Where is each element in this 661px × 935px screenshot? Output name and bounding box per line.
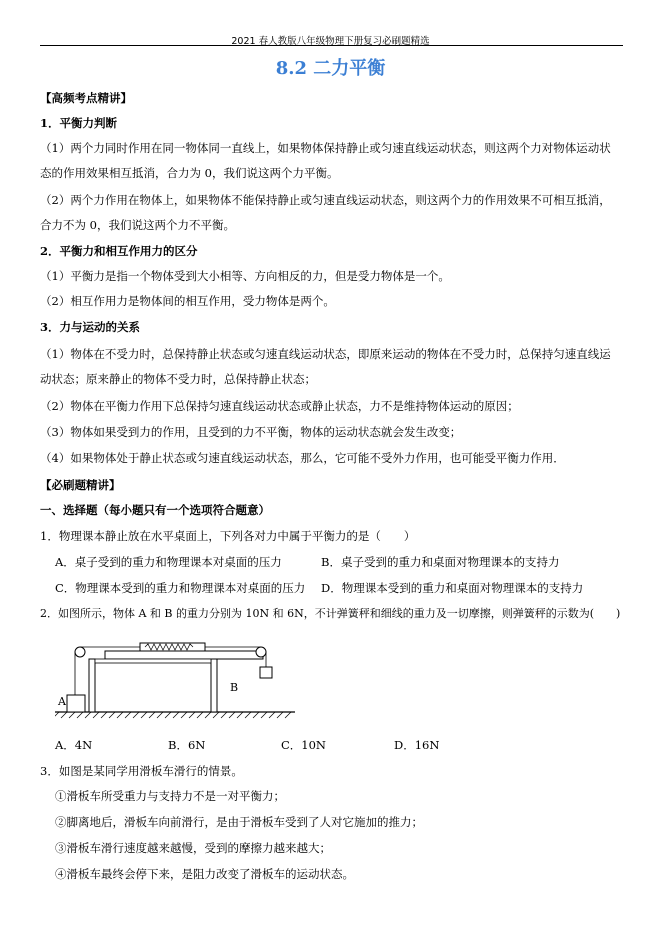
topic3-para4: （4）如果物体处于静止状态或匀速直线运动状态，那么，它可能不受外力作用，也可能受平衡力作用． — [40, 451, 565, 465]
q3-statement-4: ④滑板车最终会停下来，是阻力改变了滑板车的运动状态。 — [55, 867, 354, 881]
ground-hatching — [55, 712, 291, 718]
pulley-right — [256, 647, 266, 657]
q1-option-c: C．物理课本受到的重力和物理课本对桌面的压力 — [55, 581, 306, 595]
question-2: 2．如图所示，物体 A 和 B 的重力分别为 10N 和 6N，不计弹簧秤和细线的重力及一切摩擦，则弹簧秤的示数为( ) — [40, 607, 621, 620]
topic-heading-3: 3．力与运动的关系 — [40, 320, 141, 334]
topic2-para2: （2）相互作用力是物体间的相互作用，受力物体是两个。 — [40, 294, 335, 308]
topic2-para1: （1）平衡力是指一个物体受到大小相等、方向相反的力，但是受力物体是一个。 — [40, 269, 450, 283]
q2-option-c: C．10N — [281, 738, 326, 752]
topic3-para2: （2）物体在平衡力作用下总保持匀速直线运动状态或静止状态，力不是维持物体运动的原因； — [40, 399, 519, 413]
header-rule — [40, 45, 623, 46]
label-a: A — [58, 695, 66, 708]
q2-option-d: D．16N — [394, 738, 440, 752]
q2-option-a: A．4N — [55, 738, 93, 752]
q2-option-b: B．6N — [168, 738, 206, 752]
q3-statement-2: ②脚离地后，滑板车向前滑行，是由于滑板车受到了人对它施加的推力； — [55, 815, 423, 829]
block-b — [260, 667, 272, 678]
topic3-para1-line2: 动状态；原来静止的物体不受力时，总保持静止状态； — [40, 372, 316, 386]
topic3-para1-line1: （1）物体在不受力时，总保持静止状态或匀速直线运动状态，即原来运动的物体在不受力时，总保持匀速直线运 — [40, 347, 611, 361]
question-1: 1．物理课本静止放在水平桌面上，下列各对力中属于平衡力的是（ ） — [40, 529, 416, 543]
pulley-spring-scale-figure — [55, 635, 295, 720]
q3-statement-3: ③滑板车滑行速度越来越慢，受到的摩擦力越来越大； — [55, 841, 331, 855]
table-top — [105, 651, 263, 659]
pulley-left — [75, 647, 85, 657]
q1-option-a: A．桌子受到的重力和物理课本对桌面的压力 — [55, 555, 282, 569]
topic3-para3: （3）物体如果受到力的作用，且受到的力不平衡，物体的运动状态就会发生改变； — [40, 425, 462, 439]
q1-option-b: B．桌子受到的重力和桌面对物理课本的支持力 — [321, 555, 560, 569]
table-leg-right — [211, 659, 217, 712]
table-leg-left — [89, 659, 95, 712]
topic1-para1-line2: 态的作用效果相互抵消，合力为 0，我们说这两个力平衡。 — [40, 166, 339, 180]
question-3: 3．如图是某同学用滑板车滑行的情景。 — [40, 764, 243, 778]
section-heading-key-points: 【高频考点精讲】 — [40, 91, 132, 105]
topic-heading-2: 2．平衡力和相互作用力的区分 — [40, 244, 198, 258]
topic-heading-1: 1．平衡力判断 — [40, 116, 118, 130]
topic1-para2-line1: （2）两个力作用在物体上，如果物体不能保持静止或匀速直线运动状态，则这两个力的作用效果不可相互抵消， — [40, 193, 611, 207]
q1-option-d: D．物理课本受到的重力和桌面对物理课本的支持力 — [321, 581, 584, 595]
table-apron — [95, 659, 211, 663]
topic1-para1-line1: （1）两个力同时作用在同一物体同一直线上，如果物体保持静止或匀速直线运动状态，则这两个力对物体运动状 — [40, 141, 611, 155]
block-a — [67, 695, 85, 712]
page-title: 8.2 二力平衡 — [275, 58, 386, 79]
page-header: 2021 春人教版八年级物理下册复习必刷题精选 — [231, 36, 430, 47]
section-heading-practice: 【必刷题精讲】 — [40, 478, 121, 492]
part-heading-choice: 一、选择题（每小题只有一个选项符合题意） — [40, 503, 270, 517]
label-b: B — [230, 681, 239, 694]
topic1-para2-line2: 合力不为 0，我们说这两个力不平衡。 — [40, 218, 235, 232]
q3-statement-1: ①滑板车所受重力与支持力不是一对平衡力； — [55, 789, 285, 803]
